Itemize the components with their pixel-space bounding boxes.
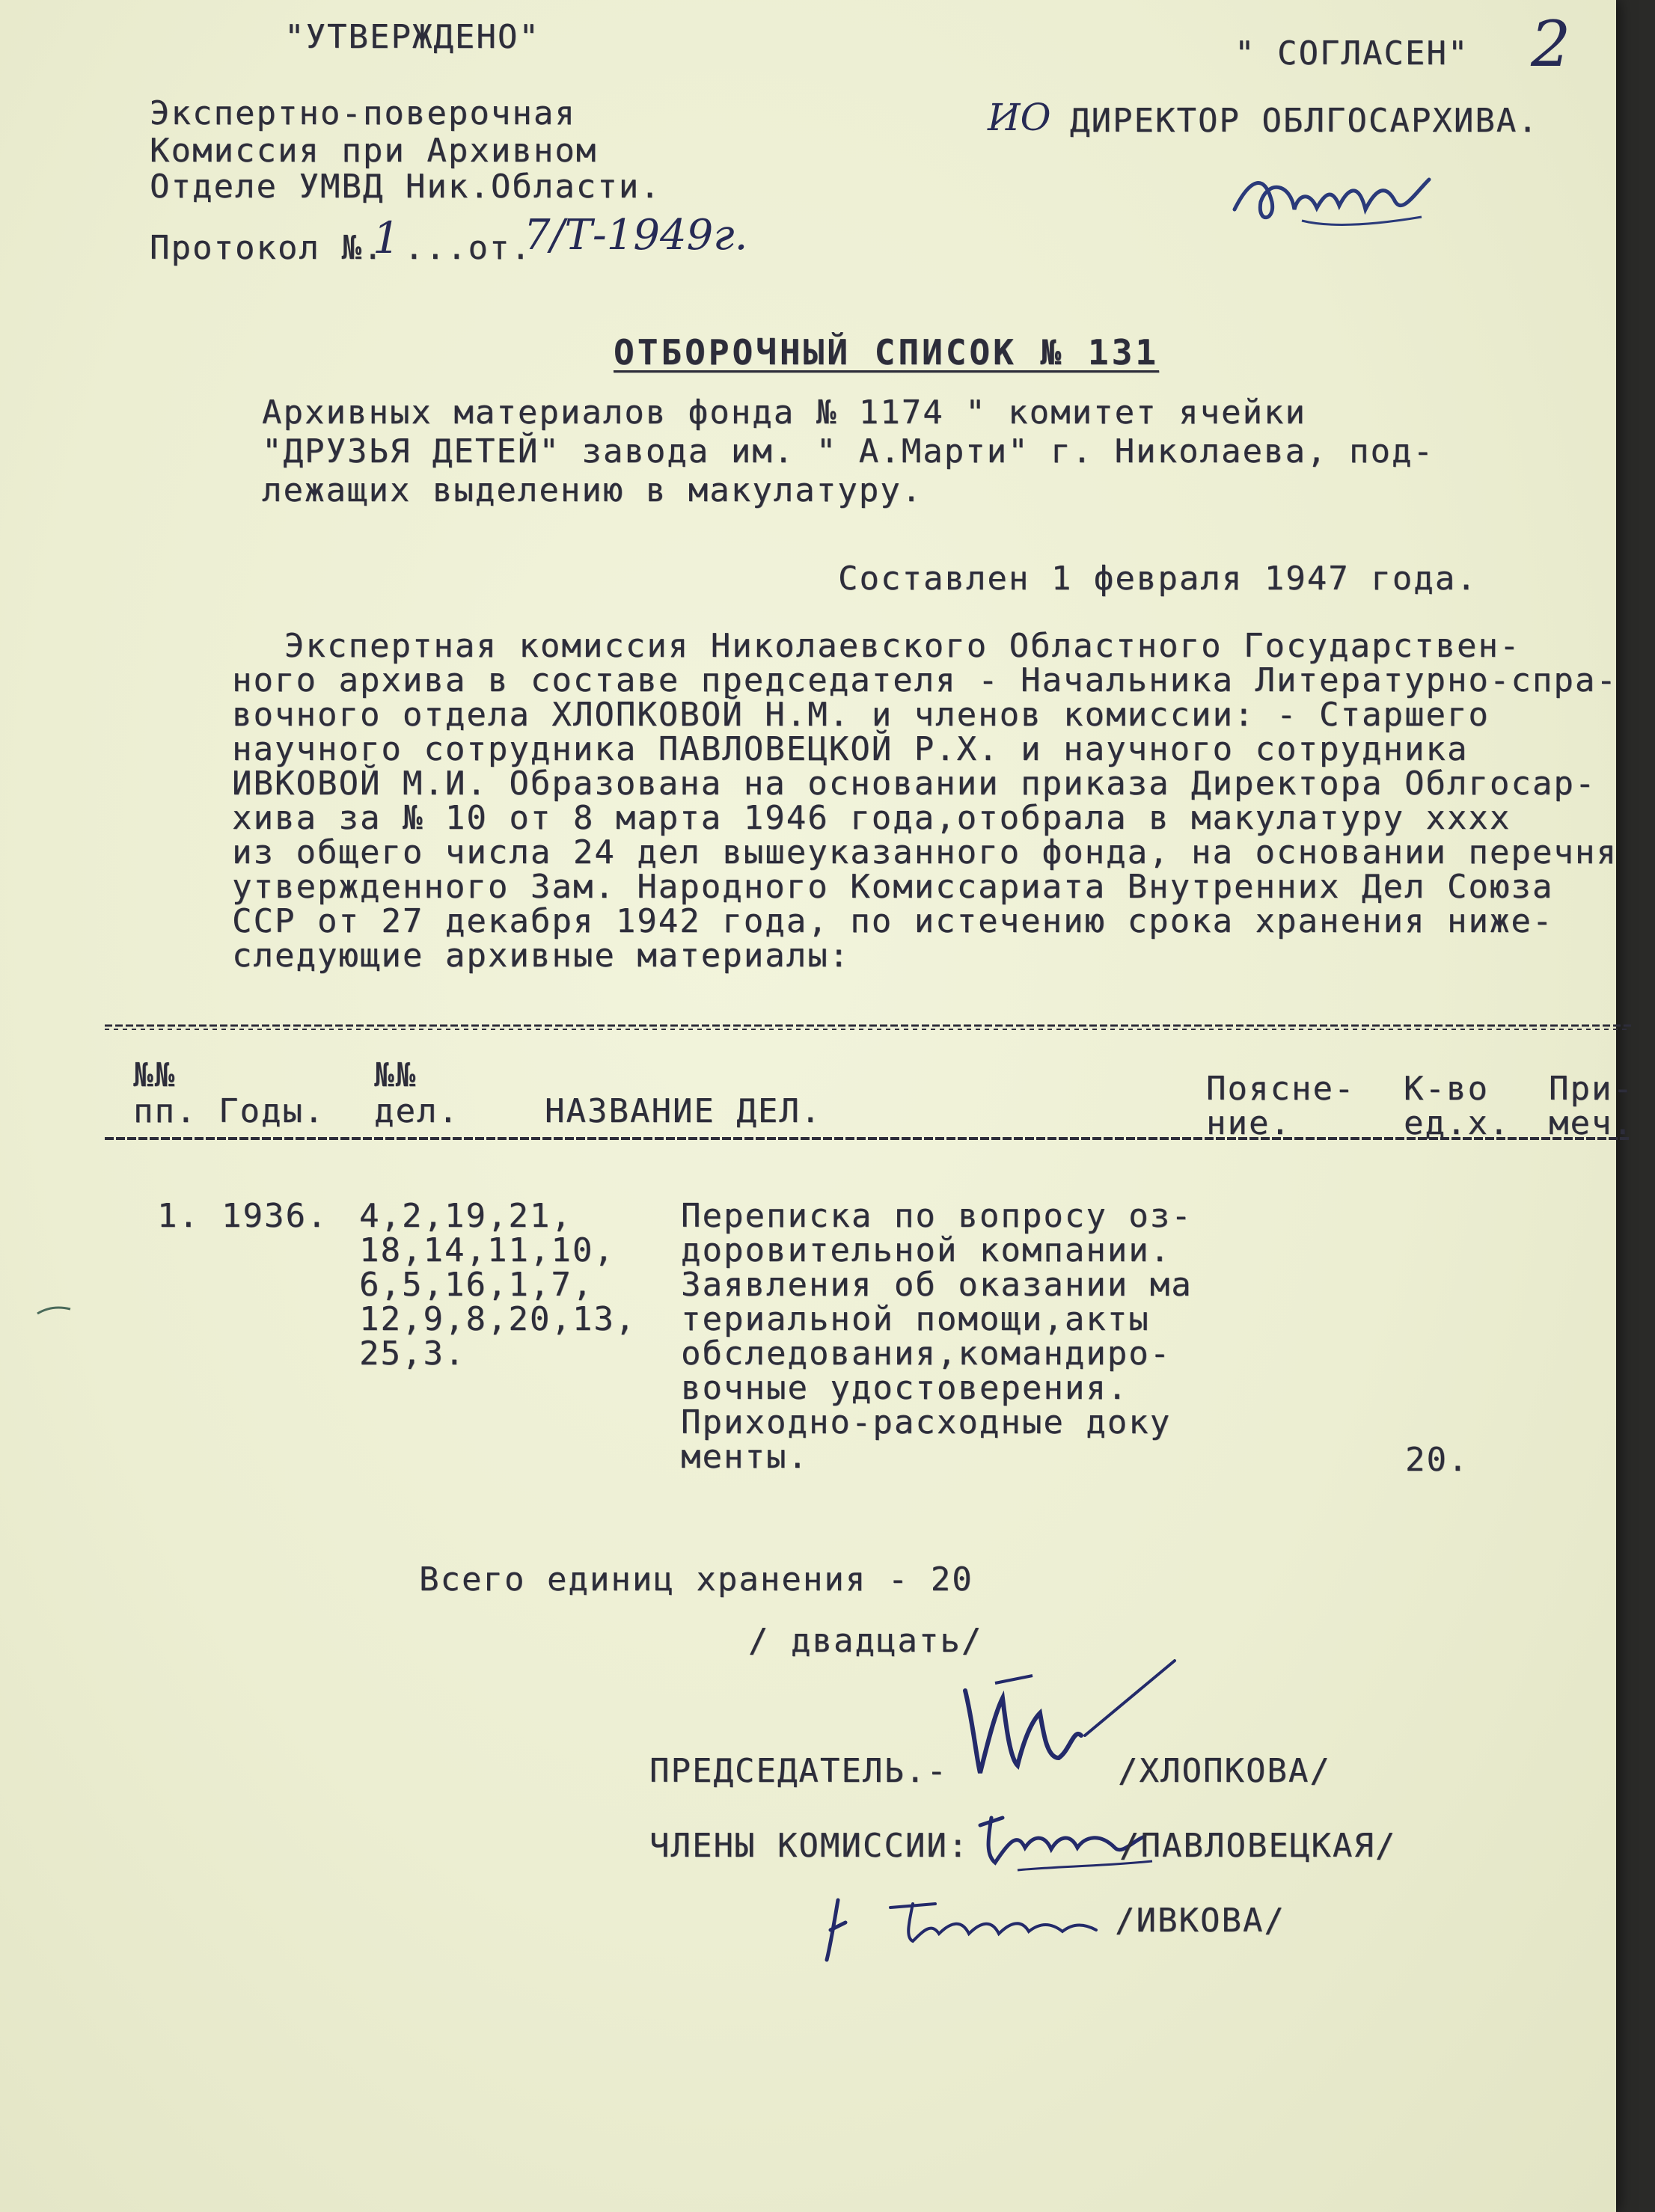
header-remarks-2: меч. [1549,1104,1634,1142]
body-line-8: утвержденного Зам. Народного Комиссариата Внутренних Дел Союза [232,868,1554,906]
row-year: 1936. [221,1197,328,1235]
row-cases-5: 25,3. [359,1335,466,1373]
body-line-3: вочного отдела ХЛОПКОВОЙ Н.М. и членов комиссии: - Старшего [232,696,1490,734]
director-title: ДИРЕКТОР ОБЛГОСАРХИВА. [1070,102,1539,140]
row-cases-3: 6,5,16,1,7, [359,1266,594,1304]
row-qty: 20. [1405,1441,1469,1479]
body-line-6: хива за № 10 от 8 марта 1946 года,отобрала в макулатуру xxxx [232,799,1511,837]
agreed-label: " СОГЛАСЕН" [1235,34,1469,73]
approved-line-3: Отделе УМВД Ник.Области. [150,168,661,206]
row-title-6: вочные удостоверения. [681,1369,1129,1407]
body-line-5: ИВКОВОЙ М.И. Образована на основании приказа Директора Облгосар- [232,765,1597,803]
header-cases-2: дел. [374,1092,459,1130]
chair-label: ПРЕДСЕДАТЕЛЬ.- [649,1752,948,1790]
row-cases-2: 18,14,11,10, [359,1231,615,1269]
header-qty-1: К-во [1404,1070,1489,1108]
body-line-2: ного архива в составе председателя - Начальника Литературно-спра- [232,661,1618,699]
director-prefix: ИО [988,96,1051,139]
member1-name: /ПАВЛОВЕЦКАЯ/ [1119,1827,1397,1865]
header-notes-1: Поясне- [1206,1070,1356,1108]
row-num: 1. [157,1197,200,1235]
row-title-4: териальной помощи,акты [681,1300,1150,1338]
row-title-5: обследования,командиро- [681,1335,1172,1373]
row-title-7: Приходно-расходные доку [681,1403,1172,1442]
protocol-from: ...от. [404,229,532,267]
header-qty-2: ед.х. [1404,1104,1511,1142]
approved-label: "УТВЕРЖДЕНО" [284,18,540,56]
total-units: Всего единиц хранения - 20 [419,1560,973,1599]
chair-name: /ХЛОПКОВА/ [1118,1752,1331,1790]
approved-line-2: Комиссия при Архивном [150,132,598,170]
table-top-rule [105,1023,1631,1031]
body-line-7: из общего числа 24 дел вышеуказанного фонда, на основании перечня [232,833,1618,871]
body-line-1: Экспертная комиссия Николаевского Областного Государствен- [284,627,1521,665]
margin-mark [36,1303,73,1318]
body-line-4: научного сотрудника ПАВЛОВЕЦКОЙ Р.Х. и научного сотрудника [232,730,1469,768]
members-label: ЧЛЕНЫ КОМИССИИ: [649,1827,970,1865]
protocol-number: 1 [373,212,400,263]
row-title-3: Заявления об оказании ма [681,1266,1193,1304]
page-number: 2 [1531,7,1571,81]
protocol-date: 7/Т-1949г. [524,211,748,260]
document-title: ОТБОРОЧНЫЙ СПИСОК № 131 [614,332,1159,373]
row-title-8: менты. [681,1438,809,1476]
body-line-9: ССР от 27 декабря 1942 года, по истечению срока хранения ниже- [232,902,1554,940]
row-cases-1: 4,2,19,21, [359,1197,572,1235]
protocol-text: Протокол №. [150,229,385,267]
header-num-1: №№ [133,1056,176,1094]
header-remarks-1: При- [1549,1070,1634,1108]
total-words: / двадцать/ [748,1622,983,1660]
header-years: Годы. [218,1092,325,1130]
header-name: НАЗВАНИЕ ДЕЛ. [545,1092,822,1130]
table-header-rule [105,1136,1631,1143]
subtitle-line-2: "ДРУЗЬЯ ДЕТЕЙ" завода им. " А.Марти" г. Николаева, под- [262,432,1434,471]
approved-line-1: Экспертно-поверочная [150,94,576,132]
row-cases-4: 12,9,8,20,13, [359,1300,637,1338]
row-title-1: Переписка по вопросу оз- [681,1197,1193,1235]
row-title-2: доровительной компании. [681,1231,1172,1269]
subtitle-line-1: Архивных материалов фонда № 1174 " комитет ячейки [262,393,1307,432]
compiled-date: Составлен 1 февраля 1947 года. [838,560,1478,598]
header-num-2: пп. [133,1092,198,1130]
director-signature [1227,150,1451,254]
subtitle-line-3: лежащих выделению в макулатуру. [262,471,923,509]
header-cases-1: №№ [374,1056,417,1094]
body-line-10: следующие архивные материалы: [232,937,851,975]
member2-name: /ИВКОВА/ [1115,1902,1285,1940]
header-notes-2: ние. [1206,1104,1291,1142]
member2-signature [823,1870,1122,1975]
